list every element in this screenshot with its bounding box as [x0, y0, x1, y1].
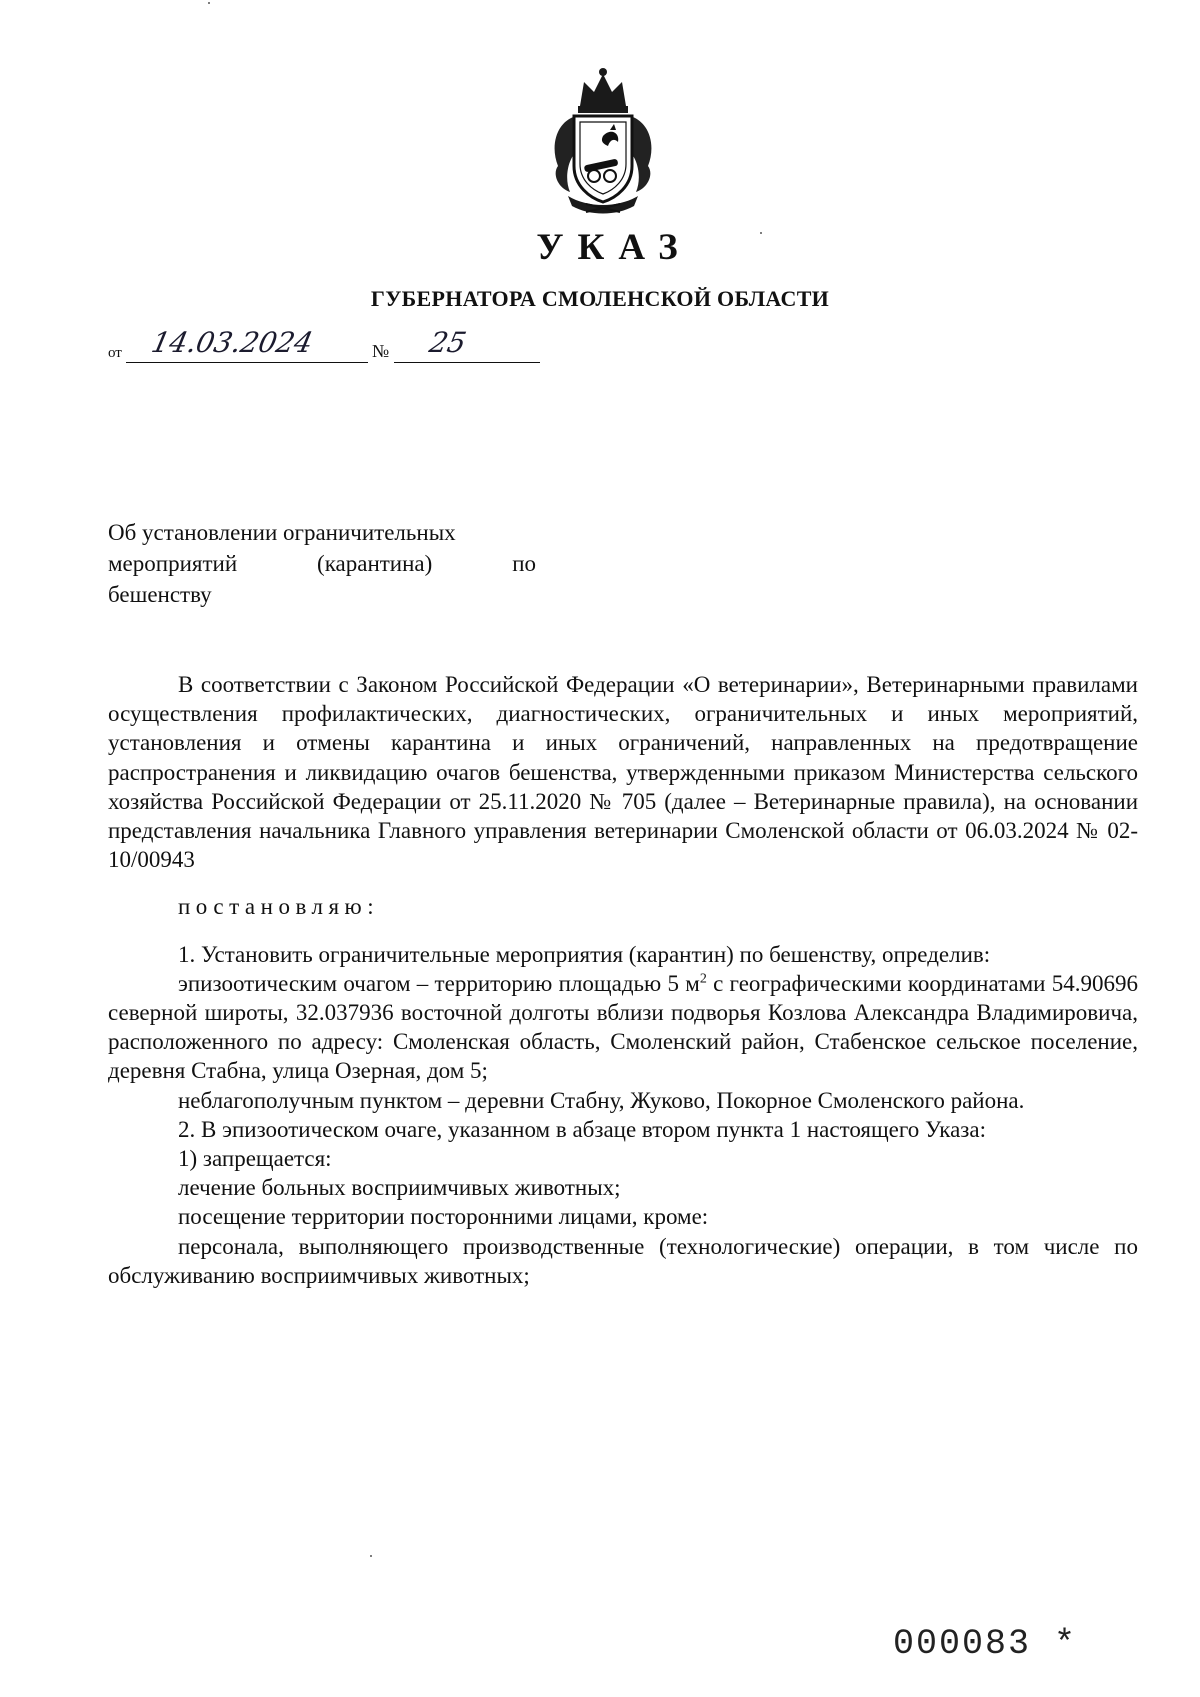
heading-line-1: Об установлении ограничительных [108, 520, 456, 545]
document-title: УКАЗ [536, 227, 692, 268]
focus-text-start: эпизоотическим очагом – территорию площадью 5 м [178, 970, 700, 996]
item-1-paragraph: 1. Установить ограничительные мероприятия (карантин) по бешенству, определив: [178, 941, 991, 967]
handwritten-date: 14.03.2024 [148, 326, 316, 359]
number-label: № [372, 341, 390, 361]
document-subtitle: ГУБЕРНАТОРА СМОЛЕНСКОЙ ОБЛАСТИ [370, 286, 830, 311]
coat-of-arms-emblem [548, 66, 658, 216]
scan-speck [208, 2, 210, 4]
ban-visiting-paragraph: посещение территории посторонними лицами, кроме: [178, 1204, 709, 1230]
heading-line-3: бешенству [108, 582, 212, 607]
focus-text-end: с географическими координатами 54.90696 северной широты, 32.037936 восточной долготы вблизи подворья Козлова Александра Владимировича, расположенного по адресу: Смоленская область, Смоленский район, Стабенское сельское поселение, деревня Стабна, улица Озерная, дом 5; [108, 970, 1138, 1084]
handwritten-number: 25 [426, 326, 470, 359]
heading-word: мероприятий [108, 551, 238, 576]
date-label: от [108, 345, 122, 361]
number-underline [394, 362, 540, 363]
subitem-1-paragraph: 1) запрещается: [178, 1146, 332, 1172]
heading-line-2 [108, 548, 536, 579]
epizootic-focus-paragraph [108, 969, 1138, 1086]
date-underline [126, 362, 368, 363]
date-number-line [108, 328, 538, 368]
square-superscript: 2 [699, 971, 707, 987]
decree-heading [108, 517, 536, 610]
scan-speck [370, 1555, 372, 1557]
decree-body [108, 670, 1138, 1290]
scan-speck [760, 232, 762, 234]
heading-word: по [512, 551, 537, 576]
decree-word: постановляю: [178, 894, 380, 920]
preamble-paragraph: В соответствии с Законом Российской Федерации «О ветеринарии», Ветеринарными правилами осуществления профилактических, диагностических, ограничительных и иных мероприятий, установления и отмены карантина и иных ограничений, направленных на предотвращение распространения и ликвидацию очагов бешенства, утвержденными приказом Министерства сельского хозяйства Российской Федерации от 25.11.2020 № 705 (далее – Ветеринарные правила), на основании представления начальника Главного управления ветеринарии Смоленской области от 06.03.2024 № 02-10/00943 [108, 672, 1138, 873]
exception-staff-paragraph: персонала, выполняющего производственные (технологические) операции, в том числе по обслуживанию восприимчивых животных; [108, 1233, 1138, 1288]
serial-number: 000083 * [893, 1624, 1078, 1664]
unfavorable-point-paragraph: неблагополучным пунктом – деревни Стабну, Жуково, Покорное Смоленского района. [178, 1087, 1025, 1113]
item-2-paragraph: 2. В эпизоотическом очаге, указанном в абзаце втором пункта 1 настоящего Указа: [178, 1116, 986, 1142]
ban-treatment-paragraph: лечение больных восприимчивых животных; [178, 1175, 621, 1201]
heading-word: (карантина) [317, 551, 433, 576]
